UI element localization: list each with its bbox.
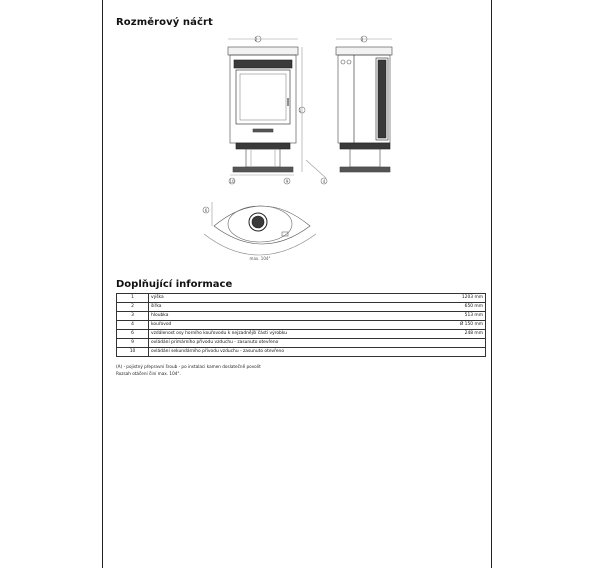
svg-text:4: 4 [322, 179, 326, 184]
svg-text:3: 3 [360, 37, 364, 42]
row-value: 248 mm [421, 330, 486, 339]
row-description: hloubka [149, 312, 422, 321]
drawing-title: Rozměrový náčrt [116, 17, 213, 28]
row-number: 3 [117, 312, 149, 321]
row-number: 6 [117, 330, 149, 339]
info-table [116, 293, 486, 357]
table-row [117, 330, 486, 339]
svg-text:10: 10 [229, 179, 235, 184]
table-row [117, 348, 486, 357]
row-number: 4 [117, 321, 149, 330]
svg-text:1: 1 [298, 108, 302, 113]
row-description: ovládání primárního přívodu vzduchu - zasunuto otevřeno [149, 339, 422, 348]
rotation-angle-label: max. 104° [249, 256, 271, 261]
table-row [117, 312, 486, 321]
row-number: 1 [117, 294, 149, 303]
info-title: Doplňující informace [116, 279, 233, 290]
row-number: 9 [117, 339, 149, 348]
row-number: 2 [117, 303, 149, 312]
svg-text:9: 9 [285, 179, 289, 184]
row-value [421, 348, 486, 357]
row-description: kouřovod [149, 321, 422, 330]
table-row [117, 303, 486, 312]
table-row [117, 339, 486, 348]
table-row [117, 294, 486, 303]
row-value: 513 mm [421, 312, 486, 321]
note-transport-screw: (A) - pojistný přepravní šroub - po instalaci kamen doslatečně povolit [116, 364, 261, 369]
svg-text:2: 2 [254, 37, 258, 42]
row-value: 1203 mm [421, 294, 486, 303]
note-rotation-range: Rozsah otáčení činí max. 104°. [116, 371, 181, 376]
row-number: 10 [117, 348, 149, 357]
row-description: šířka [149, 303, 422, 312]
row-value: 650 mm [421, 303, 486, 312]
row-value [421, 339, 486, 348]
row-description: vzdálenost osy horního kouřovodu k nejzadnější části výrobku [149, 330, 422, 339]
row-description: výška [149, 294, 422, 303]
svg-text:6: 6 [204, 208, 208, 213]
table-row [117, 321, 486, 330]
row-description: ovládání sekundárního přívodu vzduchu - zasunuto otevřeno [149, 348, 422, 357]
row-value: Ø 150 mm [421, 321, 486, 330]
